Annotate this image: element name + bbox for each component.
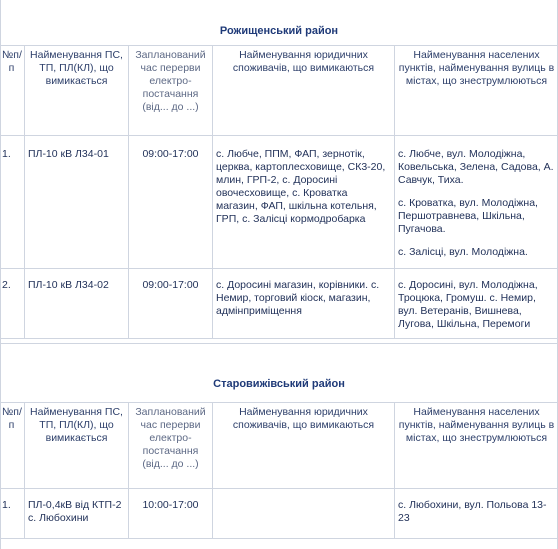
header-settlements: Найменування населених пунктів, найменування вулиць в містах, що знеструмлюються [395, 46, 558, 136]
row-object: ПЛ-10 кВ Л34-02 [25, 269, 129, 339]
row-settlements [395, 136, 558, 269]
header-object: Найменування ПС, ТП, ПЛ(КЛ), що вимикається [25, 403, 129, 489]
header-consumers: Найменування юридичних споживачів, що вимикаються [213, 46, 395, 136]
row-num: 2. [1, 269, 25, 339]
settlement-line: с. Залісці, вул. Молодіжна. [398, 246, 528, 258]
header-planned-time: Запланований час перерви електро-постачання (від... до ...) [129, 403, 213, 489]
row-num: 1. [1, 489, 25, 539]
row-consumers [213, 489, 395, 539]
header-settlements: Найменування населених пунктів, найменування вулиць в містах, що знеструмлюються [395, 403, 558, 489]
row-consumers: с. Доросині магазин, корівники. с. Немир, торговий кіоск, магазин, адмінприміщення [213, 269, 395, 339]
header-num: №п/п [1, 46, 25, 136]
table-header-row [1, 46, 558, 136]
outage-table [0, 45, 558, 339]
row-time: 09:00-17:00 [129, 269, 213, 339]
table-row [1, 136, 558, 269]
row-consumers: с. Любче, ППМ, ФАП, зернотік, церква, картоплесховище, СК3-20, млин, ГРП-2, с. Доросині овочесховище, с. Кроватка магазин, ФАП, шкільна котельня, ГРП, с. Залісці кормодробарка [213, 136, 395, 269]
row-time: 10:00-17:00 [129, 489, 213, 539]
header-consumers: Найменування юридичних споживачів, що вимикаються [213, 403, 395, 489]
settlement-line: с. Доросині, вул. Молодіжна, Троцюка, Громуш. с. Немир, вул. Ветеранів, Вишнева, Лугова, Шкільна, Перемоги [398, 279, 538, 330]
settlement-line: с. Кроватка, вул. Молодіжна, Першотравнева, Шкільна, Пугачова. [398, 197, 538, 235]
outage-table [0, 402, 558, 539]
header-object: Найменування ПС, ТП, ПЛ(КЛ), що вимикається [25, 46, 129, 136]
header-planned-time: Запланований час перерви електро-постачання (від... до ...) [129, 46, 213, 136]
region-title: Старовижівський район [213, 378, 345, 390]
section-divider [0, 343, 558, 344]
settlement-line: с. Любохини, вул. Польова 13-23 [398, 499, 547, 524]
row-settlements [395, 489, 558, 539]
settlement-line: с. Любче, вул. Молодіжна, Ковельська, Зелена, Садова, А. Савчук, Тиха. [398, 148, 554, 186]
table-row [1, 269, 558, 339]
row-num: 1. [1, 136, 25, 269]
row-object: ПЛ-0,4кВ від КТП-2 с. Любохини [25, 489, 129, 539]
table-row [1, 489, 558, 539]
row-time: 09:00-17:00 [129, 136, 213, 269]
header-num: №п/п [1, 403, 25, 489]
row-object: ПЛ-10 кВ Л34-01 [25, 136, 129, 269]
region-title: Рожищенський район [219, 25, 339, 37]
row-settlements [395, 269, 558, 339]
table-header-row [1, 403, 558, 489]
